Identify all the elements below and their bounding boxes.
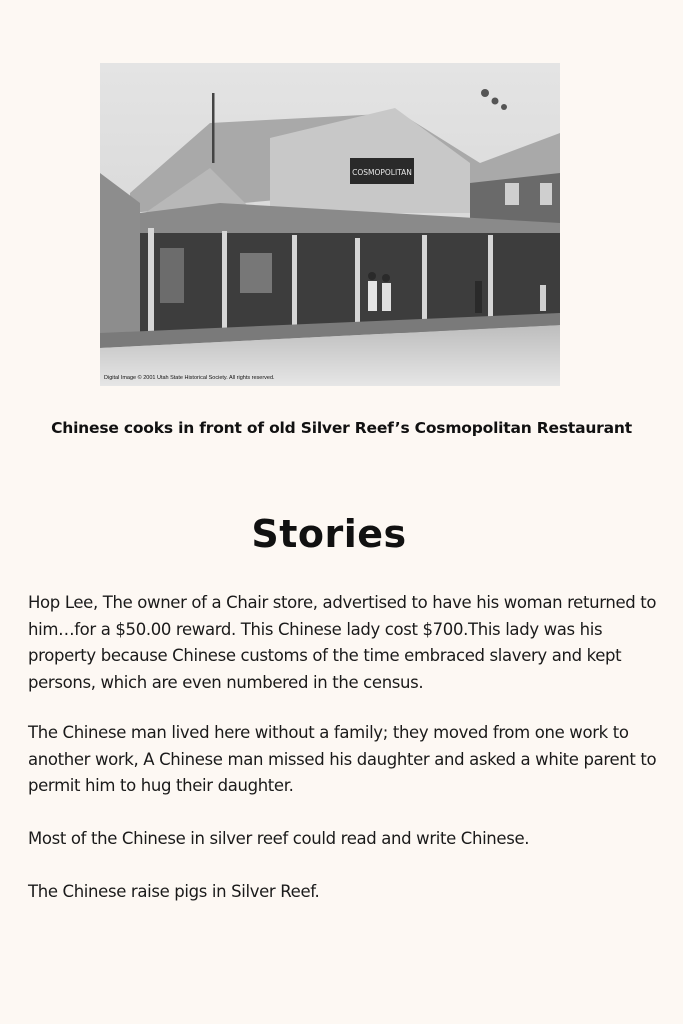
photo-credit: Digital Image © 2001 Utah State Historical Society. All rights reserved. <box>104 375 275 381</box>
story-paragraph: Hop Lee, The owner of a Chair store, advertised to have his woman returned to him…for a $50.00 reward. This Chinese lady cost $700.This lady was his property because Chinese customs of the time embraced slavery and kept persons, which are even numbered in the census. <box>28 593 657 692</box>
restaurant-photo-illustration <box>100 63 560 386</box>
photo-caption: Chinese cooks in front of old Silver Reef’s Cosmopolitan Restaurant <box>51 419 632 437</box>
story-paragraph: Most of the Chinese in silver reef could read and write Chinese. <box>28 829 530 848</box>
section-heading: Stories <box>251 512 407 556</box>
story-paragraph: The Chinese raise pigs in Silver Reef. <box>28 882 320 901</box>
cosmopolitan-sign: COSMOPOLITAN <box>352 168 412 177</box>
historical-photo <box>100 63 560 386</box>
story-paragraph: The Chinese man lived here without a family; they moved from one work to another work, A Chinese man missed his daughter and asked a white parent to permit him to hug their daughter. <box>28 723 657 795</box>
